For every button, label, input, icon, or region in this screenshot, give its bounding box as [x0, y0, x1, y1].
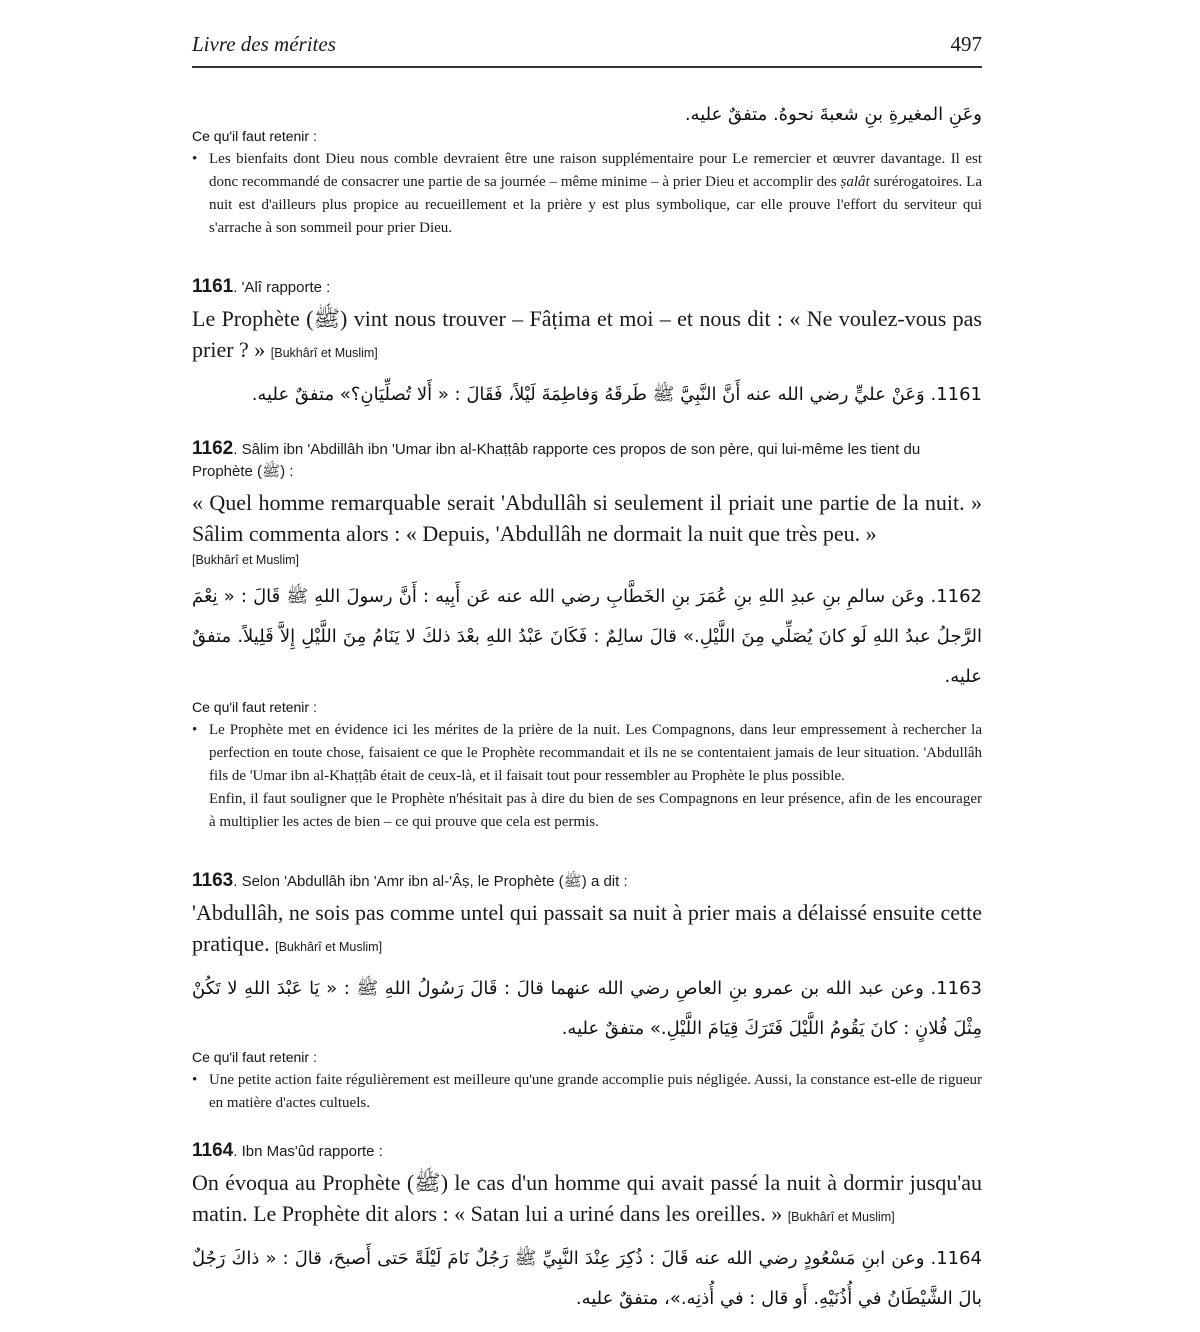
- hadith-heading: [192, 276, 982, 299]
- hadith-arabic: 1163. وعن عبد الله بن عمرو بنِ العاصِ رضي الله عنهما قالَ : قَالَ رَسُولُ اللهِ ﷺ : « يَا عَبْدَ اللهِ لا تَكُنْ مِثْلَ فُلانٍ : كانَ يَقُومُ اللَّيْلَ فَتَرَكَ قِيَامَ اللَّيْلِ.» متفقٌ عليه.: [192, 978, 982, 1039]
- hadith-1161: [192, 276, 982, 415]
- hadith-1164: [192, 1140, 982, 1319]
- hadith-number: 1163: [192, 870, 234, 891]
- hadith-narrator: . Sâlim ibn 'Abdillâh ibn 'Umar ibn al-Khaṭṭâb rapporte ces propos de son père, qui lui-même les tient du Prophète (ﷺ) :: [192, 441, 921, 480]
- running-header: [192, 32, 982, 62]
- arabic-text: وعَنِ المغيرةِ بنِ شعبةَ نحوهُ. متفقٌ عليه.: [684, 104, 982, 125]
- retenir-paragraph: Le Prophète met en évidence ici les mérites de la prière de la nuit. Les Compagnons, dans leur empressement à rechercher la perfection en toute chose, faisaient ce que le Prophète recommandait et ils ne se contentaient jamais de leur situation. 'Abdullâh fils de 'Umar ibn al-Khaṭṭâb était de ceux-là, et il faisait tout pour ressembler au Prophète le plus possible.: [209, 722, 982, 784]
- hadith-1163: [192, 870, 982, 1115]
- hadith-translation: 'Abdullâh, ne sois pas comme untel qui passait sa nuit à prier mais a délaissé ensuite cette pratique. [Bukhârî et Muslim]: [192, 900, 982, 956]
- hadith-number: 1162: [192, 438, 234, 459]
- hadith-number: 1164: [192, 1140, 234, 1161]
- hadith-translation: Le Prophète (ﷺ) vint nous trouver – Fâṭima et moi – et nous dit : « Ne voulez-vous pas prier ? » [Bukhârî et Muslim]: [192, 306, 982, 362]
- retenir-heading: Ce qu'il faut retenir :: [192, 699, 317, 715]
- hadith-heading: [192, 870, 982, 893]
- hadith-narrator: . Selon 'Abdullâh ibn 'Amr ibn al-'Âṣ, le Prophète (ﷺ) a dit :: [233, 873, 628, 890]
- hadith-reference: [Bukhârî et Muslim]: [270, 346, 378, 360]
- retenir-bullet: [192, 719, 982, 834]
- bullet-icon: •: [192, 1072, 198, 1088]
- bullet-icon: •: [192, 151, 198, 167]
- italic-term: ṣalât: [840, 174, 870, 190]
- intro-section: [192, 98, 982, 240]
- hadith-arabic: 1161. وَعَنْ عليٍّ رضي الله عنه أَنَّ النَّبِيَّ ﷺ طَرقَهُ وَفاطِمَةَ لَيْلاً، فَقَالَ : « أَلا تُصلِّيَانِ؟» متفقٌ عليه.: [251, 384, 982, 405]
- retenir-heading: Ce qu'il faut retenir :: [192, 128, 317, 144]
- retenir-bullet: • Les bienfaits dont Dieu nous comble devraient être une raison supplémentaire pour Le remercier et œuvrer davantage. Il est donc recommandé de consacrer une partie de sa journée – même minime – à prier Dieu et accomplir des ṣalât surérogatoires. La nuit est d'ailleurs plus propice au recueillement et la prière y est plus symbolique, car elle prouve l'effort du serviteur qui s'arrache à son sommeil pour prier Dieu.: [192, 148, 982, 240]
- hadith-heading: [192, 438, 982, 483]
- hadith-translation: « Quel homme remarquable serait 'Abdullâh si seulement il priait une partie de la nuit. » Sâlim commenta alors : « Depuis, 'Abdullâh ne dormait la nuit que très peu. »: [192, 490, 982, 546]
- hadith-number: 1161: [192, 276, 234, 297]
- retenir-bullet: [192, 1069, 982, 1115]
- retenir-heading: Ce qu'il faut retenir :: [192, 1049, 317, 1065]
- running-title: Livre des mérites: [192, 32, 336, 56]
- hadith-arabic: 1162. وعَن سالمِ بنِ عبدِ اللهِ بنِ عُمَرَ بنِ الخَطَّابِ رضي الله عنه عَن أَبِيه : أَنَّ رسولَ اللهِ ﷺ قَالَ : « نِعْمَ الرَّجلُ عبدُ اللهِ لَو كانَ يُصَلِّي مِنَ اللَّيْلِ.» قالَ سالِمٌ : فَكَانَ عَبْدُ اللهِ بعْدَ ذلكَ لا يَنَامُ مِنَ اللَّيْلِ إِلاَّ قَلِيلاً. متفقٌ عليه.: [192, 586, 982, 687]
- hadith-heading: [192, 1140, 982, 1163]
- retenir-paragraph: Une petite action faite régulièrement est meilleure qu'une grande accomplie puis négligée. Aussi, la constance est-elle de rigueur en matière d'actes cultuels.: [209, 1072, 982, 1111]
- hadith-narrator: . Ibn Mas'ûd rapporte :: [233, 1143, 383, 1160]
- hadith-reference: [Bukhârî et Muslim]: [192, 553, 299, 567]
- hadith-translation: On évoqua au Prophète (ﷺ) le cas d'un homme qui avait passé la nuit à dormir jusqu'au matin. Le Prophète dit alors : « Satan lui a uriné dans les oreilles. » [Bukhârî et Muslim]: [192, 1170, 982, 1226]
- hadith-reference: [Bukhârî et Muslim]: [787, 1210, 895, 1224]
- hadith-narrator: . 'Alî rapporte :: [233, 279, 331, 296]
- hadith-reference: [Bukhârî et Muslim]: [275, 940, 383, 954]
- page-number: 497: [950, 32, 982, 56]
- retenir-paragraph: Enfin, il faut souligner que le Prophète n'hésitait pas à dire du bien de ses Compagnons en leur présence, afin de les encourager à multiplier les actes de bien – ce qui prouve que cela est permis.: [209, 791, 982, 830]
- hadith-1162: [192, 438, 982, 834]
- header-rule: [192, 66, 982, 68]
- hadith-arabic: 1164. وعن ابنِ مَسْعُودٍ رضي الله عنه قَالَ : ذُكِرَ عِنْدَ النَّبِيِّ ﷺ رَجُلٌ نَامَ لَيْلَةً حَتى أَصبحَ، قالَ : « ذاكَ رَجُلٌ بالَ الشَّيْطَانُ في أُذُنَيْهِ. أَو قال : في أُذنِه.»، متفقٌ عليه.: [192, 1248, 982, 1309]
- bullet-icon: •: [192, 722, 198, 738]
